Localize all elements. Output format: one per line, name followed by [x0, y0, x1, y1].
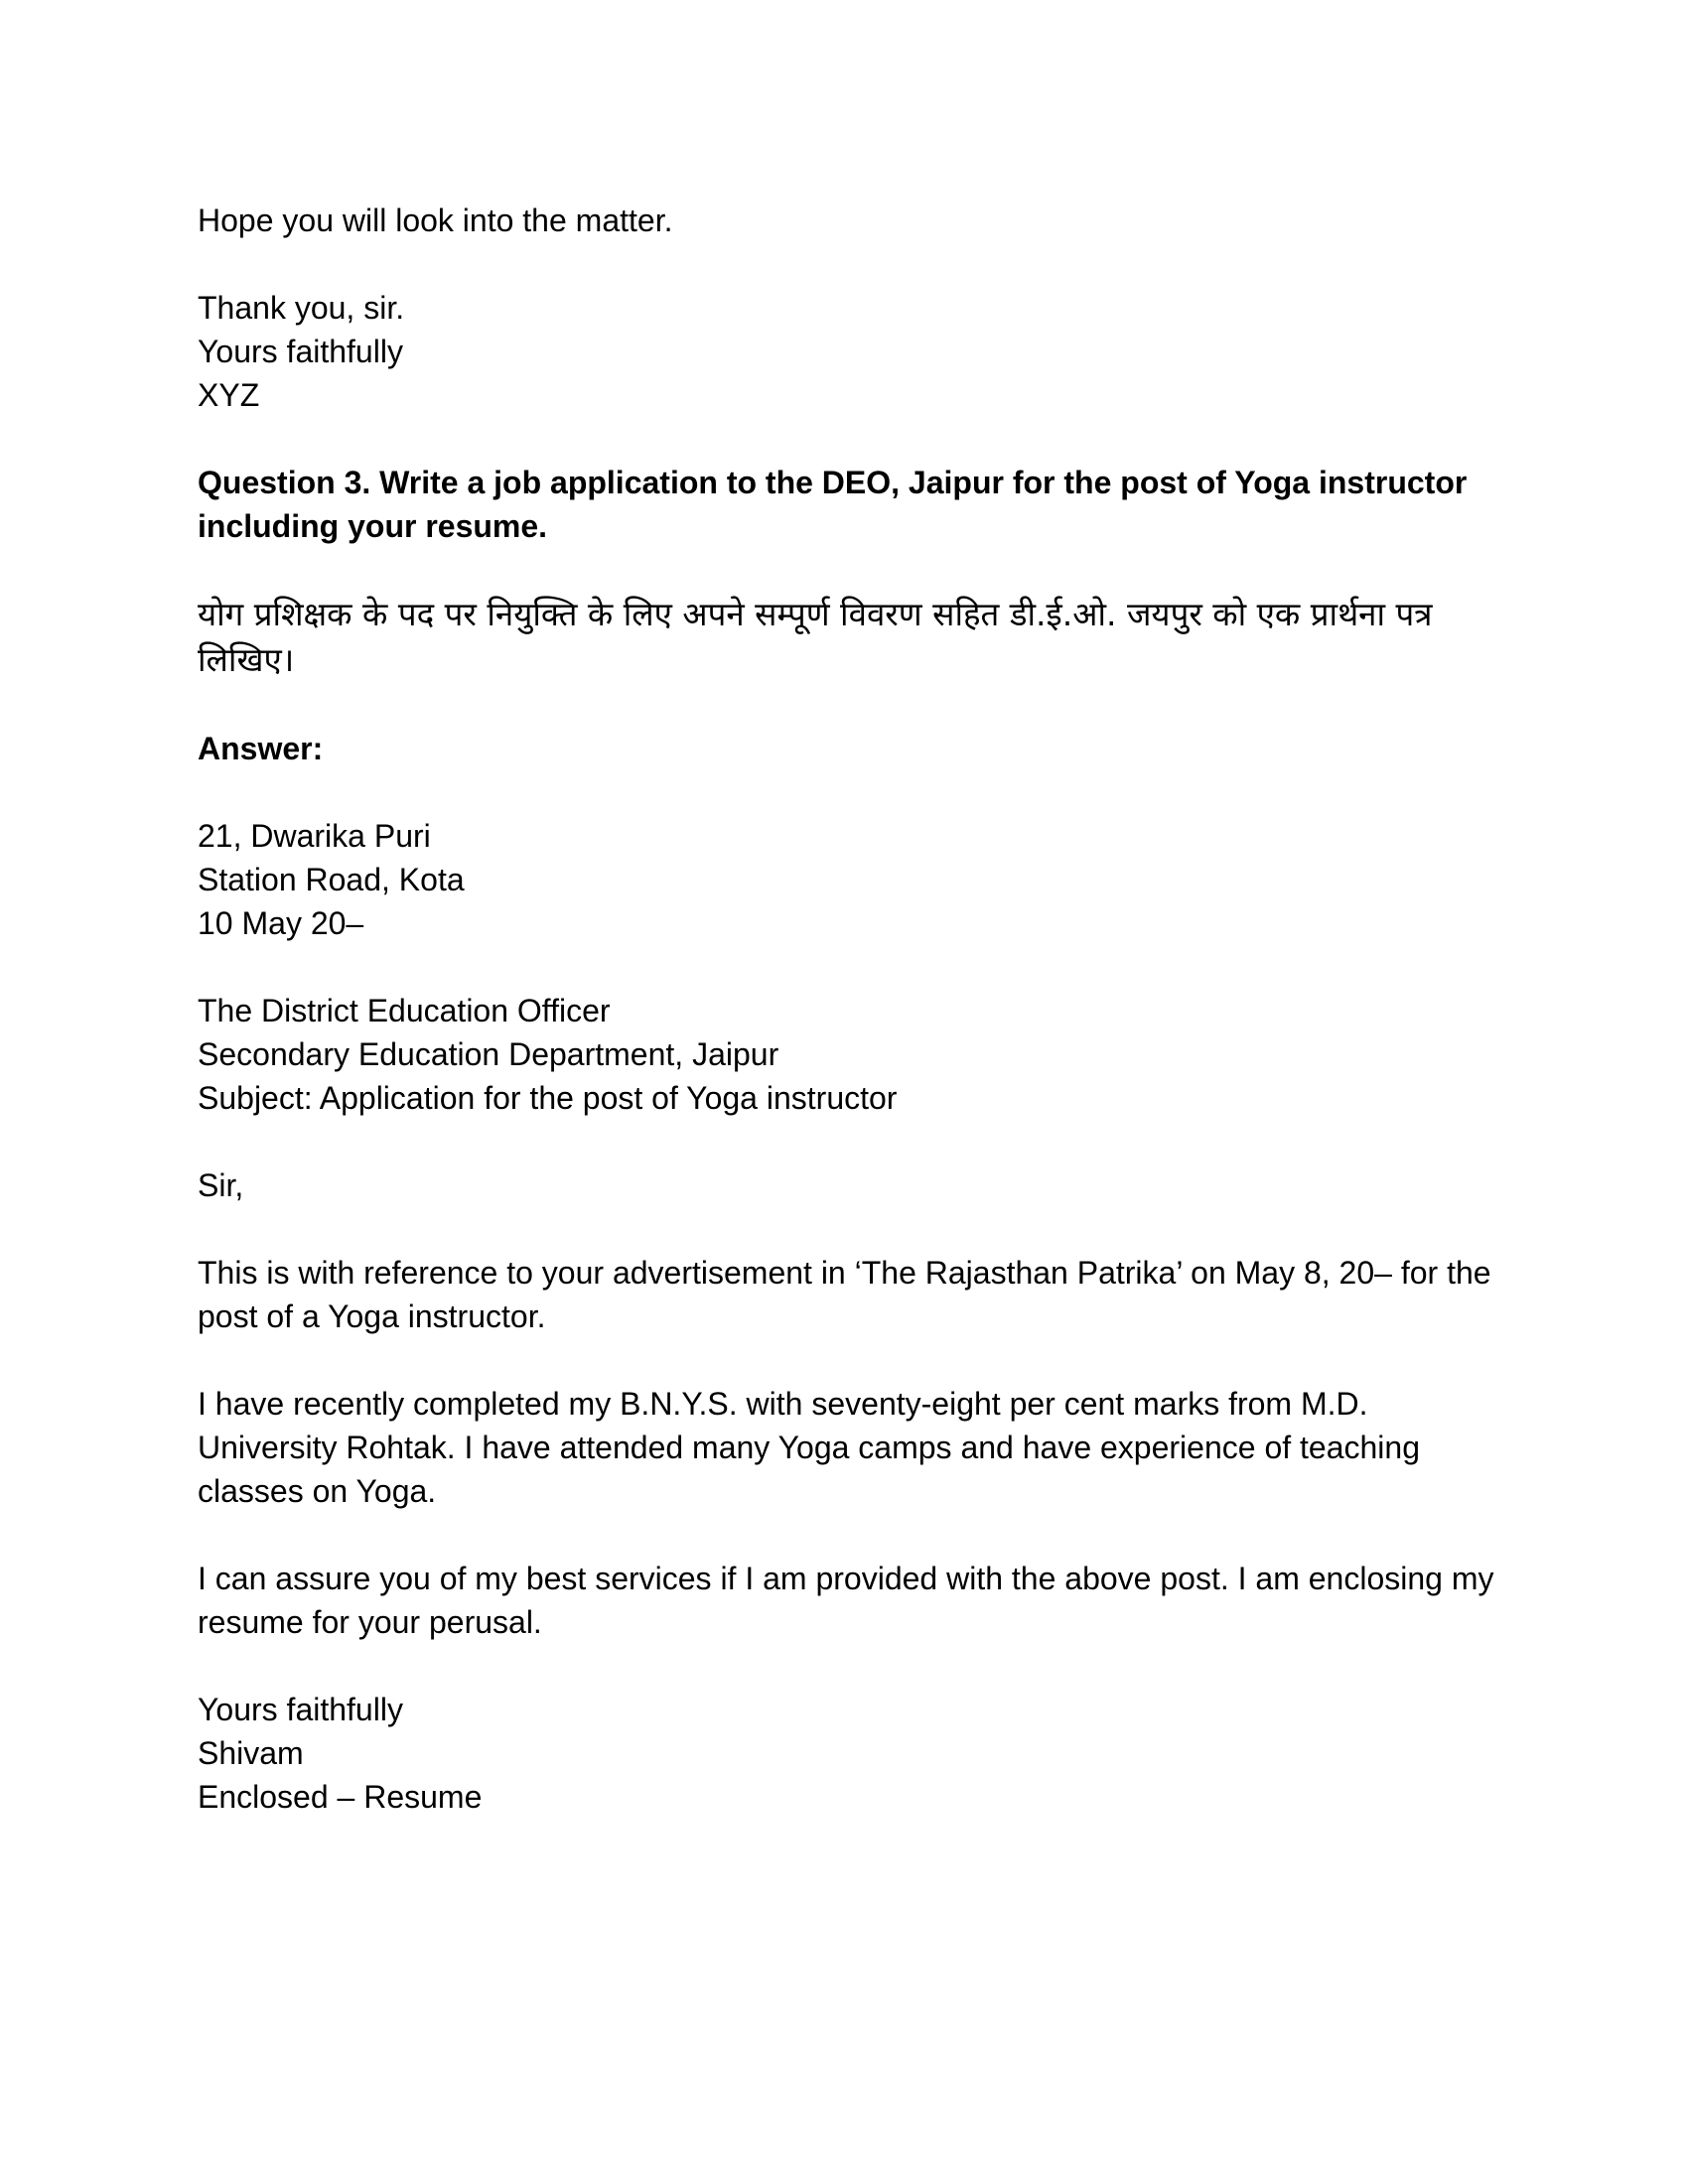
- sign-off-line: Yours faithfully: [198, 334, 403, 369]
- closing-hope-line: Hope you will look into the matter.: [198, 203, 673, 238]
- enclosure-line: Enclosed – Resume: [198, 1779, 483, 1815]
- answer-label: Answer:: [198, 731, 324, 766]
- letter-date: 10 May 20–: [198, 905, 364, 941]
- body-paragraph-2: I have recently completed my B.N.Y.S. with seventy-eight per cent marks from M.D. University Rohtak. I have attended many Yoga camps and have experience of teaching classes on Yoga.: [198, 1386, 1420, 1509]
- previous-letter-signature: [198, 286, 1498, 417]
- body-paragraph-3: I can assure you of my best services if I am provided with the above post. I am enclosing my resume for your perusal.: [198, 1561, 1494, 1640]
- sender-address-line2: Station Road, Kota: [198, 862, 465, 897]
- recipient-title: The District Education Officer: [198, 993, 611, 1028]
- sender-address-line1: 21, Dwarika Puri: [198, 818, 431, 854]
- document-page: [198, 199, 1498, 1862]
- signer-name: XYZ: [198, 377, 260, 413]
- closing-name: Shivam: [198, 1735, 304, 1771]
- recipient-block: [198, 989, 1498, 1120]
- question-hindi: योग प्रशिक्षक के पद पर नियुक्ति के लिए अपने सम्पूर्ण विवरण सहित डी.ई.ओ. जयपुर को एक प्रार्थना पत्र लिखिए।: [198, 595, 1433, 679]
- letter-subject: Subject: Application for the post of Yoga instructor: [198, 1080, 898, 1116]
- sender-address: [198, 814, 1498, 945]
- question-heading: Question 3. Write a job application to the DEO, Jaipur for the post of Yoga instructor including your resume.: [198, 465, 1468, 544]
- salutation: Sir,: [198, 1167, 244, 1203]
- closing-sign-off: Yours faithfully: [198, 1692, 403, 1727]
- letter-closing: [198, 1688, 1498, 1819]
- previous-letter-closing: [198, 199, 1498, 242]
- body-paragraph-1: This is with reference to your advertisement in ‘The Rajasthan Patrika’ on May 8, 20– for the post of a Yoga instructor.: [198, 1255, 1491, 1334]
- thanks-line: Thank you, sir.: [198, 290, 405, 326]
- recipient-department: Secondary Education Department, Jaipur: [198, 1036, 779, 1072]
